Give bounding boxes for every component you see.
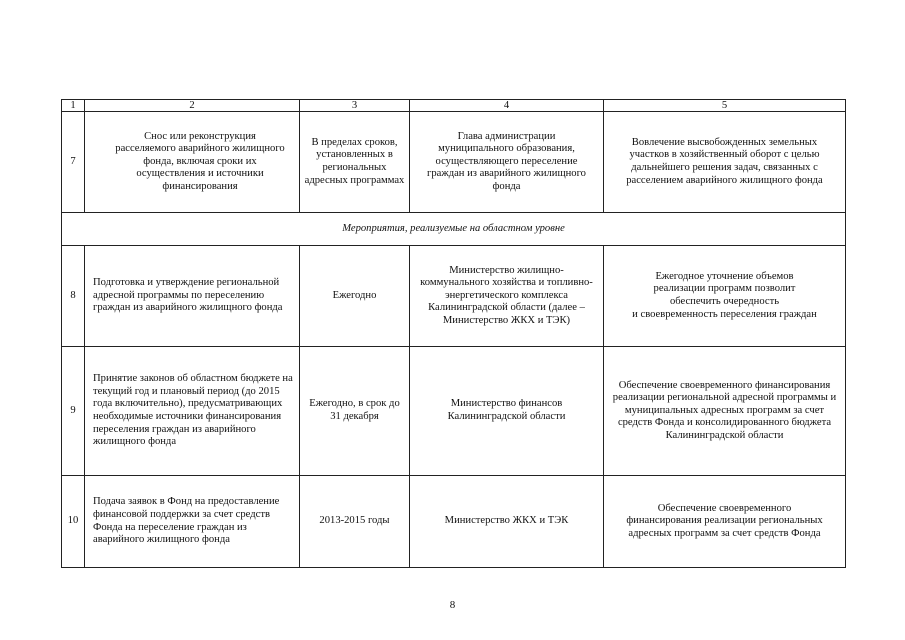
result-cell: Обеспечение своевременного финансирования реализации региональной адресной программы и муниципальных адресных программ за счет средств Фонда и консолидированного бюджета Калининградской области	[604, 347, 846, 476]
result-line-2: и своевременность переселения граждан	[632, 308, 817, 320]
measures-table	[61, 99, 846, 568]
result-cell: Вовлечение высвобожденных земельных участков в хозяйственный оборот с целью дальнейшего решения задач, связанных с расселением аварийного жилищного фонда	[604, 112, 846, 213]
measure-cell: Подготовка и утверждение региональной адресной программы по переселению граждан из аварийного жилищного фонда	[85, 246, 300, 347]
table-row-7	[62, 112, 846, 213]
row-number: 8	[62, 246, 85, 347]
header-cell-5: 5	[604, 100, 846, 112]
result-cell: Обеспечение своевременного финансирования реализации региональных адресных программ за счет средств Фонда	[604, 476, 846, 568]
responsible-cell: Министерство жилищно-коммунального хозяйства и топливно-энергетического комплекса Калининградской области (далее – Министерство ЖКХ и ТЭК)	[410, 246, 604, 347]
section-row	[62, 213, 846, 246]
term-cell: В пределах сроков, установленных в региональных адресных программах	[300, 112, 410, 213]
responsible-cell: Министерство финансов Калининградской области	[410, 347, 604, 476]
header-cell-4: 4	[410, 100, 604, 112]
responsible-cell: Глава администрации муниципального образования, осуществляющего переселение граждан из аварийного жилищного фонда	[410, 112, 604, 213]
row-number: 7	[62, 112, 85, 213]
section-title: Мероприятия, реализуемые на областном уровне	[62, 213, 846, 246]
table-row-8	[62, 246, 846, 347]
responsible-cell: Министерство ЖКХ и ТЭК	[410, 476, 604, 568]
row-number: 9	[62, 347, 85, 476]
table-row-10	[62, 476, 846, 568]
measure-cell: Подача заявок в Фонд на предоставление финансовой поддержки за счет средств Фонда на переселение граждан из аварийного жилищного фонда	[85, 476, 300, 568]
measure-cell: Снос или реконструкция расселяемого аварийного жилищного фонда, включая сроки их осуществления и источники финансирования	[85, 112, 300, 213]
term-cell: Ежегодно	[300, 246, 410, 347]
header-cell-3: 3	[300, 100, 410, 112]
measure-cell: Принятие законов об областном бюджете на текущий год и плановый период (до 2015 года включительно), предусматривающих необходимые источники финансирования переселения граждан из аварийного жилищного фонда	[85, 347, 300, 476]
result-cell	[604, 246, 846, 347]
term-cell: 2013-2015 годы	[300, 476, 410, 568]
page-number: 8	[449, 599, 456, 611]
table-header-row	[62, 100, 846, 112]
term-cell: Ежегодно, в срок до 31 декабря	[300, 347, 410, 476]
result-line-1: Ежегодное уточнение объемов реализации программ позволит обеспечить очередность	[653, 270, 796, 307]
row-number: 10	[62, 476, 85, 568]
table-row-9	[62, 347, 846, 476]
header-cell-2: 2	[85, 100, 300, 112]
header-cell-1: 1	[62, 100, 85, 112]
